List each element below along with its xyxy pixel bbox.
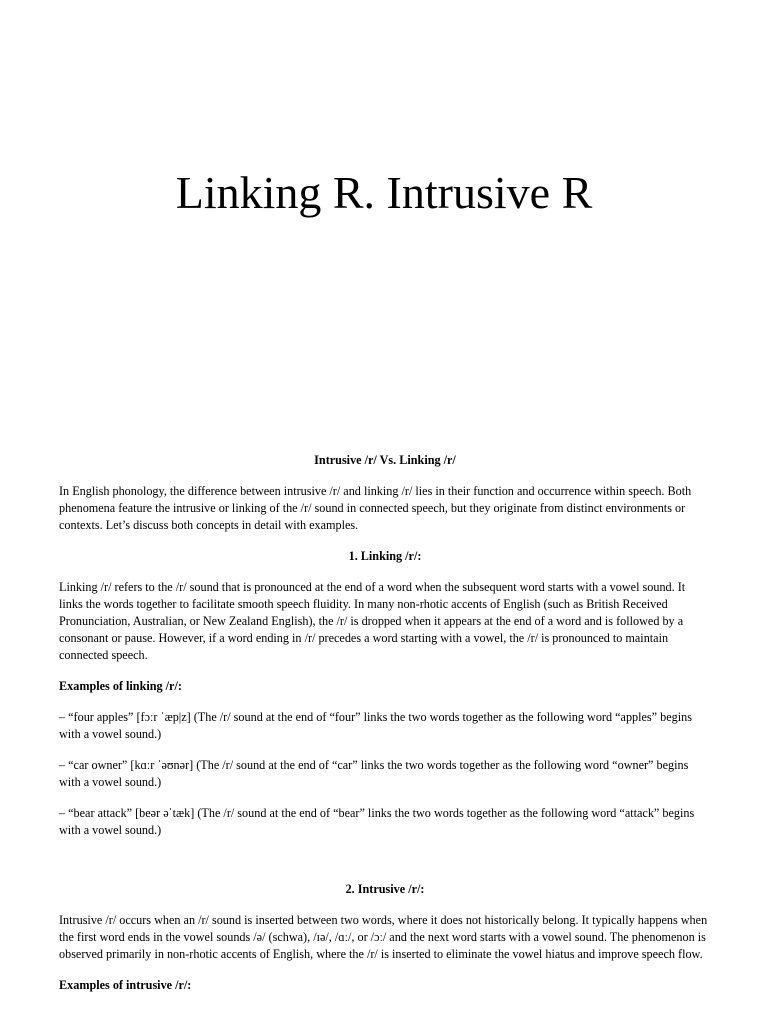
document-body — [59, 452, 711, 1008]
linking-paragraph: Linking /r/ refers to the /r/ sound that is pronounced at the end of a word when the subsequent word starts with a vowel sound. It links the words together to facilitate smooth speech fluidity. In many non-rhotic accents of English (such as British Received Pronunciation, Australian, or New Zealand English), the /r/ is dropped when it appears at the end of a word and is followed by a consonant or pause. However, if a word ending in /r/ precedes a word starting with a vowel, the /r/ is pronounced to maintain connected speech. — [59, 580, 686, 662]
linking-examples-heading: Examples of linking /r/: — [59, 679, 182, 693]
linking-example-2: – “car owner” [kɑːr ˈəʊnər] (The /r/ sound at the end of “car” links the two words together as the following word “owner” begins with a vowel sound.) — [59, 758, 689, 789]
main-heading: Intrusive /r/ Vs. Linking /r/ — [314, 453, 456, 467]
document-title: Linking R. Intrusive R — [175, 167, 593, 218]
linking-example-1: – “four apples” [fɔːr ˈæp|z] (The /r/ sound at the end of “four” links the two words together as the following word “apples” begins with a vowel sound.) — [59, 710, 692, 741]
intrusive-examples-heading: Examples of intrusive /r/: — [59, 978, 192, 992]
intrusive-paragraph: Intrusive /r/ occurs when an /r/ sound is inserted between two words, where it does not historically belong. It typically happens when the first word ends in the vowel sounds /ə/ (schwa), /ɪə/, /ɑː/, or /ɔː/ and the next word starts with a vowel sound. The phenomenon is observed primarily in non-rhotic accents of English, where the /r/ is inserted to eliminate the vowel hiatus and improve speech flow. — [59, 913, 708, 961]
section-spacer — [59, 853, 711, 881]
linking-example-3: – “bear attack” [beər əˈtæk] (The /r/ sound at the end of “bear” links the two words together as the following word “attack” begins with a vowel sound.) — [59, 806, 695, 837]
intro-paragraph: In English phonology, the difference between intrusive /r/ and linking /r/ lies in their function and occurrence within speech. Both phenomena feature the intrusive or linking of the /r/ sound in connected speech, but they originate from distinct environments or contexts. Let’s discuss both concepts in detail with examples. — [59, 484, 692, 532]
intrusive-heading: 2. Intrusive /r/: — [345, 882, 425, 896]
linking-heading: 1. Linking /r/: — [348, 549, 422, 563]
